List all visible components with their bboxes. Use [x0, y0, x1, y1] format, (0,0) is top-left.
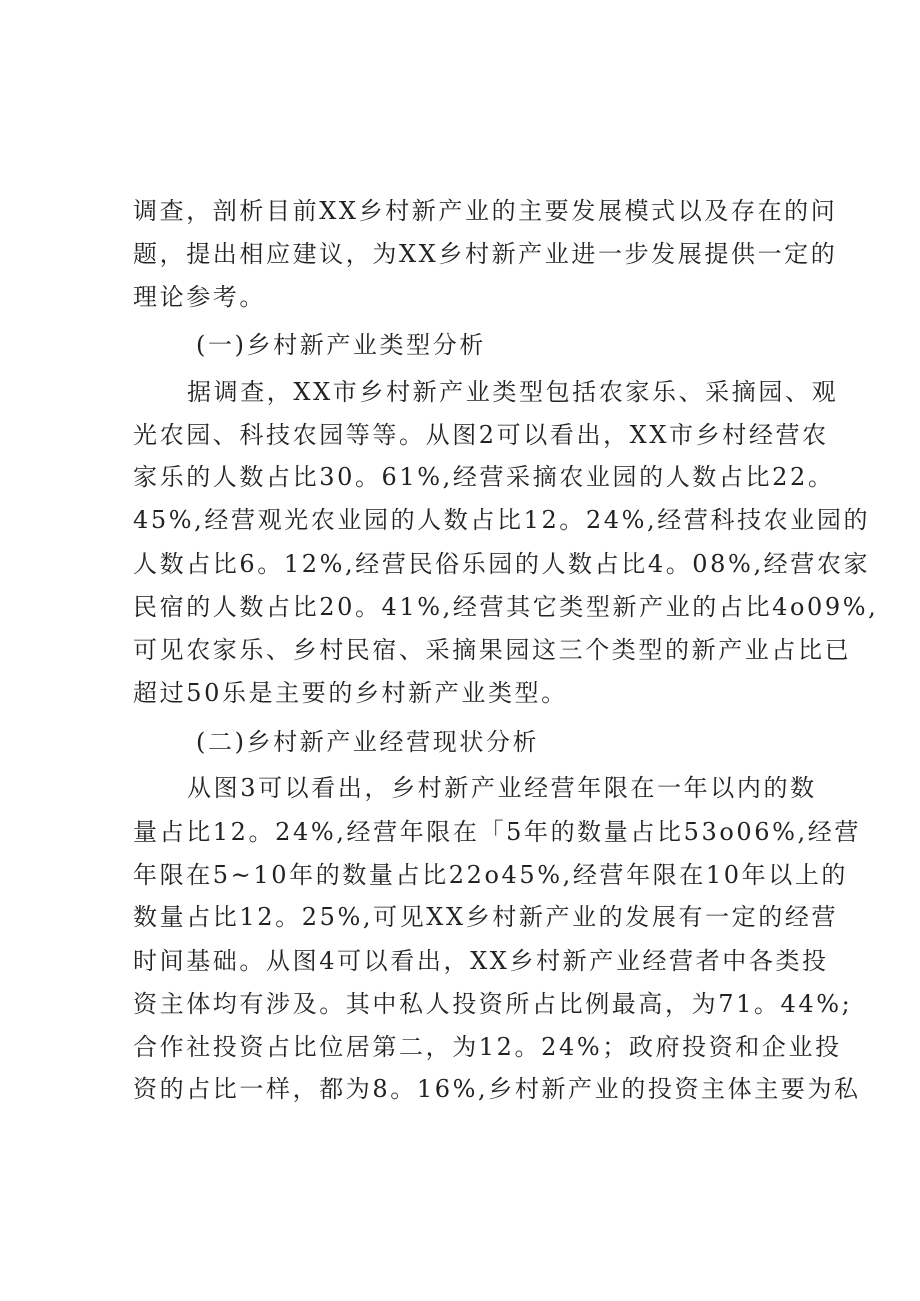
section-heading-2: (二)乡村新产业经营现状分析 [196, 728, 540, 756]
body-line: 量占比12。24%,经营年限在「5年的数量占比53o06%,经营 [133, 818, 861, 846]
body-line: 人数占比6。12%,经营民俗乐园的人数占比4。08%,经营农家 [133, 550, 871, 578]
body-line: 合作社投资占比位居第二，为12。24%；政府投资和企业投 [133, 1033, 842, 1061]
body-line: 题，提出相应建议，为XX乡村新产业进一步发展提供一定的 [133, 240, 838, 268]
body-line: 民宿的人数占比20。41%,经营其它类型新产业的占比4o09%, [133, 593, 879, 621]
paragraph-start-line: 据调查，XX市乡村新产业类型包括农家乐、采摘园、观 [187, 378, 839, 406]
body-line: 年限在5~10年的数量占比22o45%,经营年限在10年以上的 [133, 861, 849, 889]
body-line: 调查，剖析目前XX乡村新产业的主要发展模式以及存在的问 [133, 197, 838, 225]
paragraph-start-line: 从图3可以看出，乡村新产业经营年限在一年以内的数 [187, 774, 817, 802]
body-line: 光农园、科技农园等等。从图2可以看出，XX市乡村经营农 [133, 421, 829, 449]
body-line: 理论参考。 [133, 283, 266, 311]
body-line: 资主体均有涉及。其中私人投资所占比例最高，为71。44%; [133, 990, 853, 1018]
body-line: 家乐的人数占比30。61%,经营采摘农业园的人数占比22。 [133, 463, 835, 491]
body-line: 可见农家乐、乡村民宿、采摘果园这三个类型的新产业占比已 [133, 636, 852, 664]
body-line: 数量占比12。25%,可见XX乡村新产业的发展有一定的经营 [133, 903, 839, 931]
body-line: 时间基础。从图4可以看出，XX乡村新产业经营者中各类投 [133, 947, 829, 975]
body-line: 45%,经营观光农业园的人数占比12。24%,经营科技农业园的 [133, 506, 871, 534]
body-line: 资的占比一样，都为8。16%,乡村新产业的投资主体主要为私 [133, 1075, 861, 1103]
section-heading-1: (一)乡村新产业类型分析 [196, 331, 486, 359]
body-line: 超过50乐是主要的乡村新产业类型。 [133, 679, 568, 707]
